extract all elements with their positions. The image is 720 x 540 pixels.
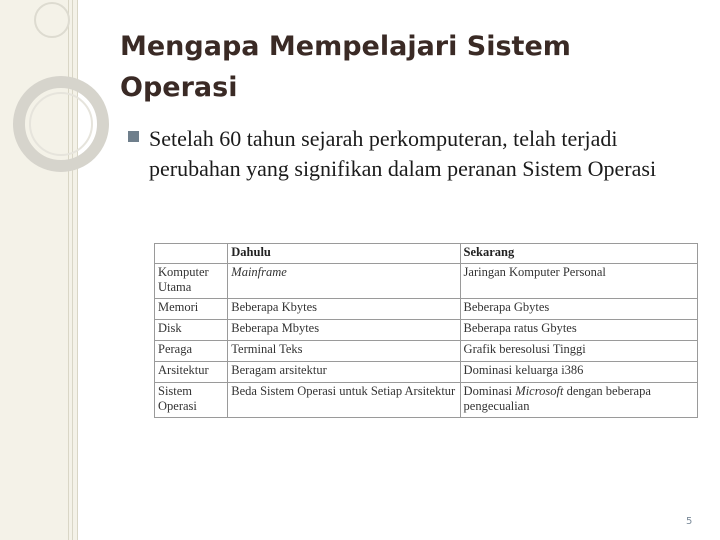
table-cell: Beberapa ratus Gbytes [460,320,697,341]
table-row [155,341,698,362]
table-cell: Mainframe [228,264,460,299]
decorative-ring [29,92,93,156]
cell-text: Dominasi [463,384,516,398]
table-cell: Beberapa Gbytes [460,299,697,320]
square-bullet-icon [128,131,139,142]
table-cell: Sistem Operasi [155,383,228,418]
table-cell: Memori [155,299,228,320]
table-cell: Komputer Utama [155,264,228,299]
bullet-text: Setelah 60 tahun sejarah perkomputeran, telah terjadi perubahan yang signifikan dalam peranan Sistem Operasi [149,126,657,181]
decorative-ring [34,2,70,38]
cell-text-italic: Microsoft [515,384,564,398]
table-cell [460,383,697,418]
table-row [155,362,698,383]
table-cell: Beberapa Kbytes [228,299,460,320]
table-header-cell: Sekarang [460,244,697,264]
table-row [155,299,698,320]
table-cell: Terminal Teks [228,341,460,362]
table-header-cell: Dahulu [228,244,460,264]
table-cell: Disk [155,320,228,341]
table-cell: Grafik beresolusi Tinggi [460,341,697,362]
table-cell: Jaringan Komputer Personal [460,264,697,299]
table-row [155,264,698,299]
table-row [155,383,698,418]
table-cell: Dominasi keluarga i386 [460,362,697,383]
page-number: 5 [686,516,693,527]
table-header-cell [155,244,228,264]
table-cell: Beda Sistem Operasi untuk Setiap Arsitektur [228,383,460,418]
table-row [155,320,698,341]
table-cell: Beberapa Mbytes [228,320,460,341]
table-cell: Beragam arsitektur [228,362,460,383]
table-header-row [155,244,698,264]
table-cell: Arsitektur [155,362,228,383]
cell-text: dengan beberapa pengecualian [463,384,651,413]
slide-title: Mengapa Mempelajari Sistem Operasi [120,31,571,103]
table-cell: Peraga [155,341,228,362]
comparison-table [154,243,698,427]
